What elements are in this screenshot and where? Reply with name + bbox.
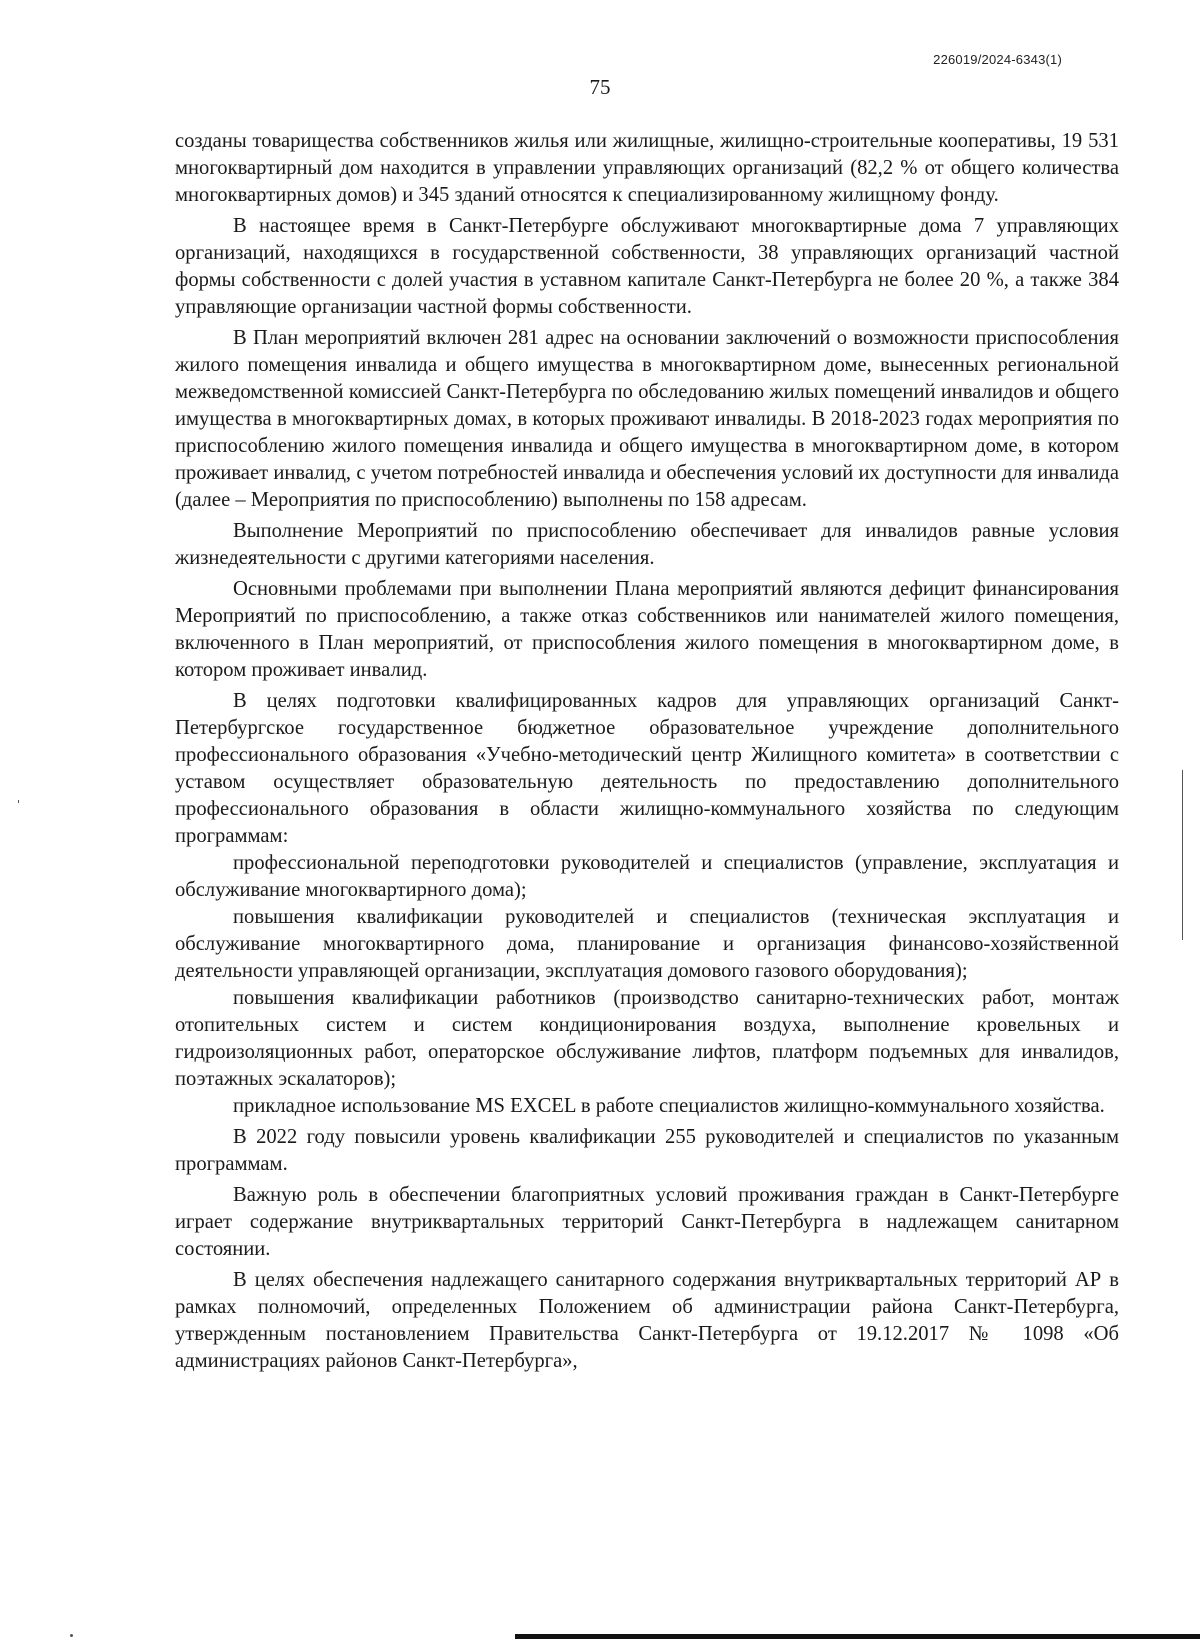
paragraph-4: Выполнение Мероприятий по приспособлению обеспечивает для инвалидов равные условия жизнедеятельности с другими категориями населения. [175, 520, 1119, 569]
paragraph-2: В настоящее время в Санкт-Петербурге обслуживают многоквартирные дома 7 управляющих организаций, находящихся в государственной собственности, 38 управляющих организаций частной формы собственности с долей участия в уставном капитале Санкт-Петербурга не более 20 %, а также 384 управляющие организации частной формы собственности. [175, 215, 1119, 318]
paragraph-8: Важную роль в обеспечении благоприятных условий проживания граждан в Санкт-Петербурге играет содержание внутриквартальных территорий Санкт-Петербурга в надлежащем санитарном состоянии. [175, 1184, 1119, 1260]
scan-edge-line [515, 1634, 1200, 1639]
paragraph-1: созданы товарищества собственников жилья или жилищные, жилищно-строительные кооперативы, 19 531 многоквартирный дом находится в управлении управляющих организаций (82,2 % от общего количества многоквартирных домов) и 345 зданий относятся к специализированному жилищному фонду. [175, 130, 1119, 206]
document-id: 226019/2024-6343(1) [933, 52, 1062, 67]
paragraph-9: В целях обеспечения надлежащего санитарного содержания внутриквартальных территорий АР в рамках полномочий, определенных Положением об администрации района Санкт-Петербурга, утвержденным постановлением Правительства Санкт-Петербурга от 19.12.2017 № 1098 «Об администрациях районов Санкт-Петербурга», [175, 1269, 1119, 1372]
document-body [175, 128, 1119, 1375]
scan-mark [1182, 770, 1183, 940]
paragraph-3: В План мероприятий включен 281 адрес на основании заключений о возможности приспособления жилого помещения инвалида и общего имущества в многоквартирном доме, вынесенных региональной межведомственной комиссией Санкт-Петербурга по обследованию жилых помещений инвалидов и общего имущества в многоквартирных домах, в которых проживают инвалиды. В 2018-2023 годах мероприятия по приспособлению жилого помещения инвалида и общего имущества в многоквартирном доме, в котором проживает инвалид, с учетом потребностей инвалида и обеспечения условий их доступности для инвалида (далее – Мероприятия по приспособлению) выполнены по 158 адресам. [175, 327, 1119, 511]
paragraph-6: В целях подготовки квалифицированных кадров для управляющих организаций Санкт-Петербургское государственное бюджетное образовательное учреждение дополнительного профессионального образования «Учебно-методический центр Жилищного комитета» в соответствии с уставом осуществляет образовательную деятельность по предоставлению дополнительного профессионального образования в области жилищно-коммунального хозяйства по следующим программам: [175, 690, 1119, 847]
list-item-1: профессиональной переподготовки руководителей и специалистов (управление, эксплуатация и обслуживание многоквартирного дома); [175, 852, 1119, 901]
scan-speck [70, 1634, 73, 1637]
list-item-4: прикладное использование MS EXCEL в работе специалистов жилищно-коммунального хозяйства. [233, 1095, 1105, 1117]
page-number: 75 [589, 75, 611, 99]
list-item-3: повышения квалификации работников (производство санитарно-технических работ, монтаж отопительных систем и систем кондиционирования воздуха, выполнение кровельных и гидроизоляционных работ, операторское обслуживание лифтов, платформ подъемных для инвалидов, поэтажных эскалаторов); [175, 987, 1119, 1090]
scan-mark [18, 800, 19, 803]
paragraph-5: Основными проблемами при выполнении Плана мероприятий являются дефицит финансирования Мероприятий по приспособлению, а также отказ собственников или нанимателей жилого помещения, включенного в План мероприятий, от приспособления жилого помещения в многоквартирном доме, в котором проживает инвалид. [175, 578, 1119, 681]
list-item-2: повышения квалификации руководителей и специалистов (техническая эксплуатация и обслуживание многоквартирного дома, планирование и организация финансово-хозяйственной деятельности управляющей организации, эксплуатация домового газового оборудования); [175, 906, 1119, 982]
paragraph-7: В 2022 году повысили уровень квалификации 255 руководителей и специалистов по указанным программам. [175, 1126, 1119, 1175]
